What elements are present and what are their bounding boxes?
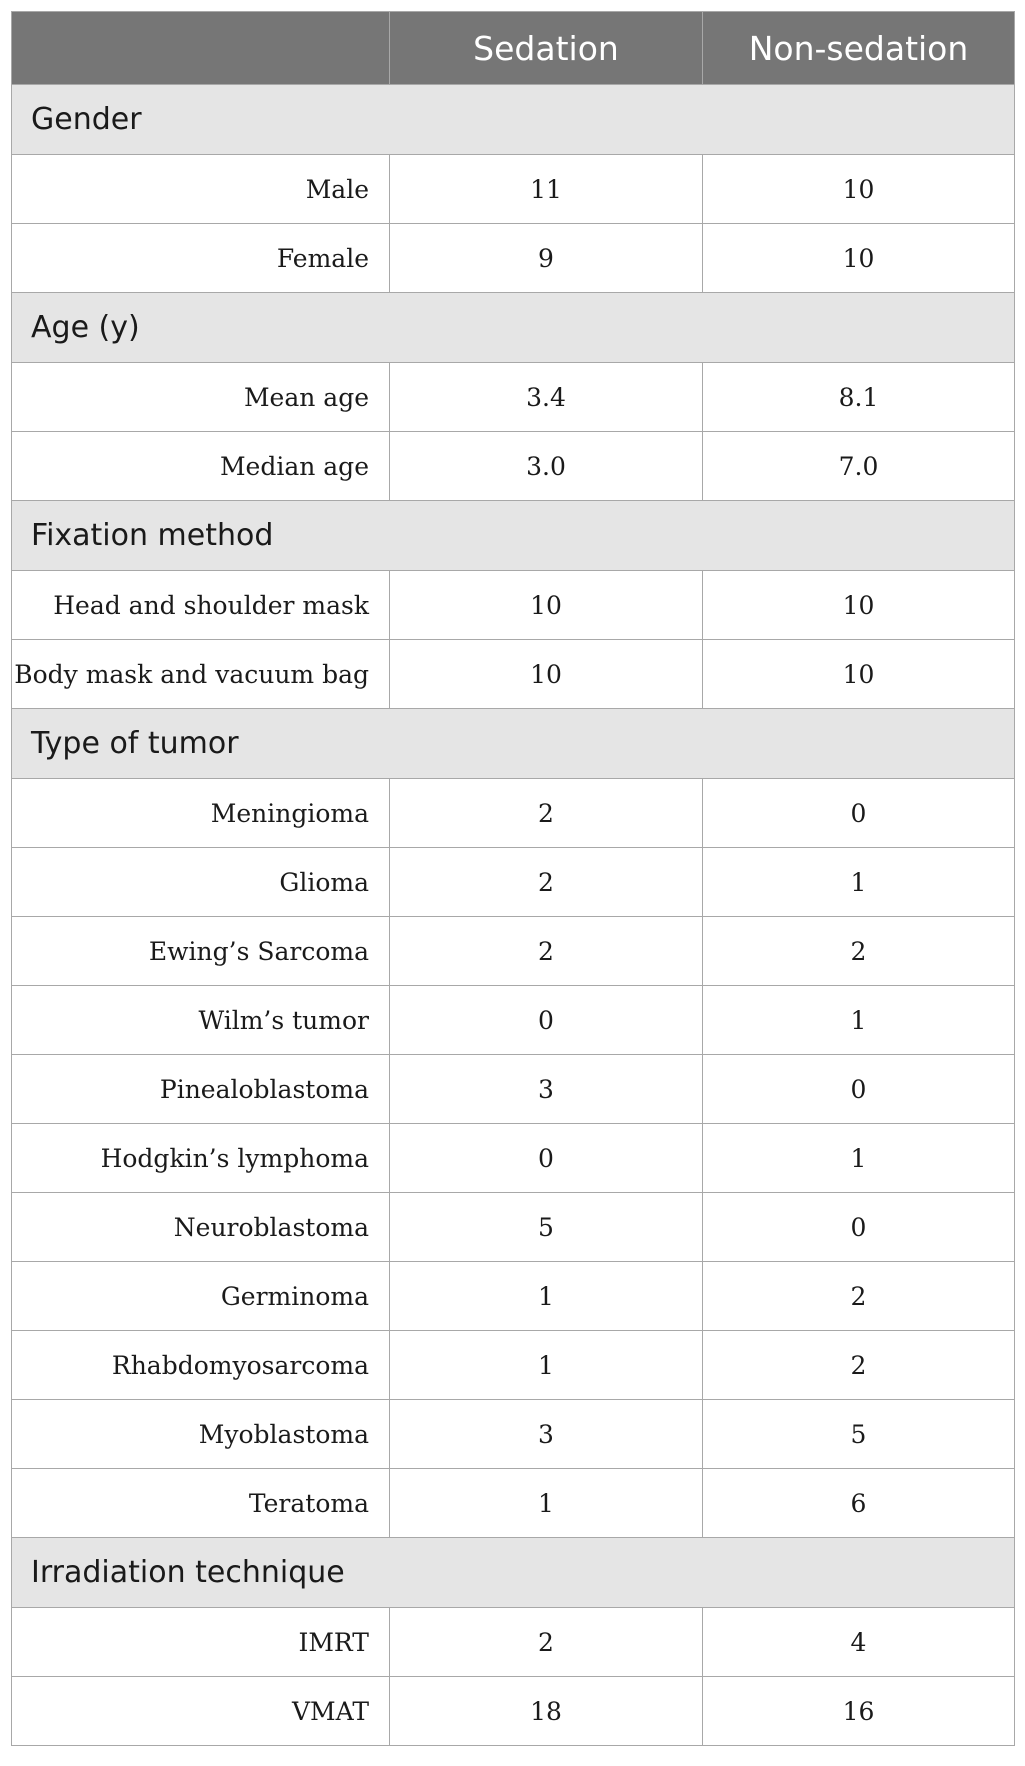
table-row (12, 363, 1015, 432)
sedation-value: 2 (390, 917, 703, 986)
table-row (12, 1677, 1015, 1746)
section-title: Irradiation technique (12, 1538, 1015, 1608)
non-sedation-value: 8.1 (703, 363, 1015, 432)
non-sedation-value: 10 (703, 640, 1015, 709)
sedation-value: 3 (390, 1400, 703, 1469)
header-non-sedation: Non-sedation (703, 12, 1015, 85)
row-label: Body mask and vacuum bag (12, 640, 390, 709)
row-label: Wilm’s tumor (12, 986, 390, 1055)
sedation-value: 9 (390, 224, 703, 293)
sedation-value: 10 (390, 640, 703, 709)
sedation-value: 18 (390, 1677, 703, 1746)
row-label: Head and shoulder mask (12, 571, 390, 640)
section-title: Fixation method (12, 501, 1015, 571)
row-label: Hodgkin’s lymphoma (12, 1124, 390, 1193)
sedation-value: 3.4 (390, 363, 703, 432)
non-sedation-value: 5 (703, 1400, 1015, 1469)
table-row (12, 155, 1015, 224)
non-sedation-value: 10 (703, 224, 1015, 293)
non-sedation-value: 6 (703, 1469, 1015, 1538)
non-sedation-value: 0 (703, 1193, 1015, 1262)
row-label: Female (12, 224, 390, 293)
header-sedation: Sedation (390, 12, 703, 85)
row-label: Rhabdomyosarcoma (12, 1331, 390, 1400)
row-label: Median age (12, 432, 390, 501)
table-row (12, 1400, 1015, 1469)
header-blank-cell (12, 12, 390, 85)
sedation-value: 5 (390, 1193, 703, 1262)
sedation-value: 1 (390, 1469, 703, 1538)
sedation-value: 1 (390, 1262, 703, 1331)
sedation-value: 0 (390, 986, 703, 1055)
sedation-value: 2 (390, 848, 703, 917)
table-row (12, 1124, 1015, 1193)
row-label: Pinealoblastoma (12, 1055, 390, 1124)
row-label: Ewing’s Sarcoma (12, 917, 390, 986)
non-sedation-value: 0 (703, 1055, 1015, 1124)
section-title: Gender (12, 85, 1015, 155)
section-title: Type of tumor (12, 709, 1015, 779)
non-sedation-value: 1 (703, 848, 1015, 917)
sedation-value: 3 (390, 1055, 703, 1124)
sedation-value: 3.0 (390, 432, 703, 501)
row-label: Glioma (12, 848, 390, 917)
table-row (12, 432, 1015, 501)
sedation-value: 11 (390, 155, 703, 224)
table-row (12, 224, 1015, 293)
sedation-value: 2 (390, 1608, 703, 1677)
section-header-row (12, 85, 1015, 155)
non-sedation-value: 10 (703, 571, 1015, 640)
row-label: Germinoma (12, 1262, 390, 1331)
non-sedation-value: 2 (703, 1262, 1015, 1331)
non-sedation-value: 0 (703, 779, 1015, 848)
row-label: Male (12, 155, 390, 224)
table-header (12, 12, 1015, 85)
table-row (12, 1469, 1015, 1538)
non-sedation-value: 10 (703, 155, 1015, 224)
row-label: Meningioma (12, 779, 390, 848)
table-row (12, 1055, 1015, 1124)
non-sedation-value: 7.0 (703, 432, 1015, 501)
table-row (12, 571, 1015, 640)
row-label: Myoblastoma (12, 1400, 390, 1469)
section-header-row (12, 293, 1015, 363)
row-label: Teratoma (12, 1469, 390, 1538)
sedation-value: 1 (390, 1331, 703, 1400)
sedation-value: 2 (390, 779, 703, 848)
non-sedation-value: 2 (703, 1331, 1015, 1400)
non-sedation-value: 1 (703, 1124, 1015, 1193)
row-label: IMRT (12, 1608, 390, 1677)
table-row (12, 779, 1015, 848)
table-row (12, 1608, 1015, 1677)
section-header-row (12, 709, 1015, 779)
non-sedation-value: 2 (703, 917, 1015, 986)
table-row (12, 1331, 1015, 1400)
table-row (12, 1193, 1015, 1262)
row-label: VMAT (12, 1677, 390, 1746)
table-row (12, 848, 1015, 917)
row-label: Neuroblastoma (12, 1193, 390, 1262)
patient-characteristics-table (11, 11, 1015, 1746)
row-label: Mean age (12, 363, 390, 432)
section-title: Age (y) (12, 293, 1015, 363)
table-row (12, 917, 1015, 986)
sedation-value: 10 (390, 571, 703, 640)
section-header-row (12, 1538, 1015, 1608)
non-sedation-value: 4 (703, 1608, 1015, 1677)
non-sedation-value: 1 (703, 986, 1015, 1055)
section-header-row (12, 501, 1015, 571)
table-row (12, 986, 1015, 1055)
sedation-value: 0 (390, 1124, 703, 1193)
table-body (12, 85, 1015, 1746)
non-sedation-value: 16 (703, 1677, 1015, 1746)
table-row (12, 1262, 1015, 1331)
header-row (12, 12, 1015, 85)
table-row (12, 640, 1015, 709)
